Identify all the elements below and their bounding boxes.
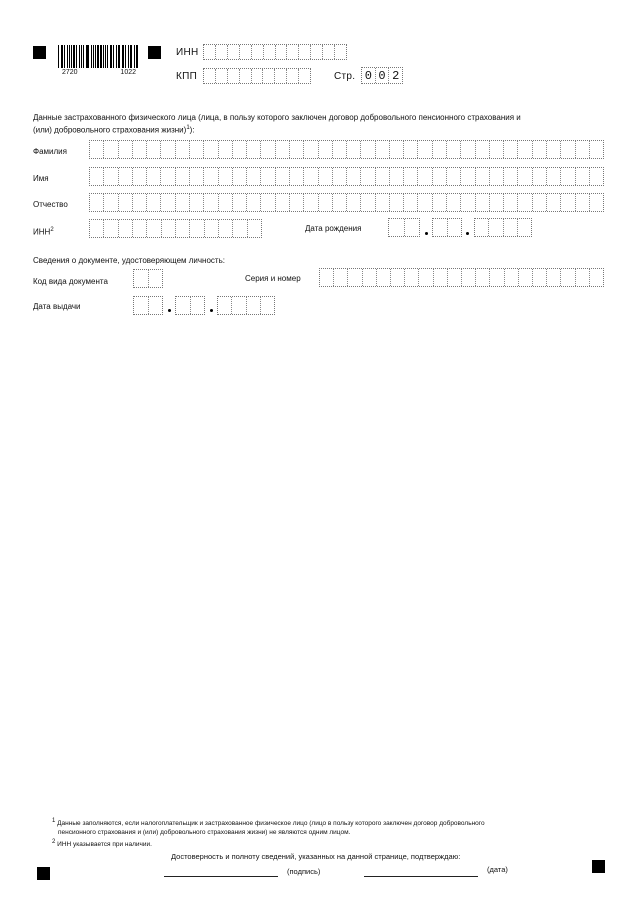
char-cell[interactable] bbox=[147, 194, 161, 211]
birthdate-day-field[interactable] bbox=[388, 218, 420, 237]
char-cell[interactable] bbox=[190, 194, 204, 211]
char-cell[interactable] bbox=[204, 194, 218, 211]
char-cell[interactable] bbox=[361, 141, 375, 158]
char-cell[interactable] bbox=[147, 168, 161, 185]
corner-marker-bottom-right bbox=[592, 860, 605, 873]
char-cell[interactable] bbox=[290, 194, 304, 211]
char-cell[interactable] bbox=[461, 168, 475, 185]
patronymic-field[interactable] bbox=[89, 193, 604, 212]
series-number-field[interactable] bbox=[319, 268, 604, 287]
char-cell[interactable] bbox=[447, 141, 461, 158]
char-cell[interactable] bbox=[261, 168, 275, 185]
issue-date-separator-dot bbox=[210, 309, 213, 312]
char-cell[interactable] bbox=[205, 220, 219, 237]
char-cell[interactable] bbox=[461, 194, 475, 211]
char-cell[interactable] bbox=[590, 269, 603, 286]
char-cell[interactable] bbox=[219, 194, 233, 211]
birthdate-separator-dot bbox=[425, 232, 428, 235]
char-cell[interactable] bbox=[504, 194, 518, 211]
signature-line[interactable] bbox=[164, 876, 278, 877]
issue-date-separator-dot bbox=[168, 309, 171, 312]
char-cell[interactable] bbox=[176, 194, 190, 211]
birthdate-label: Дата рождения bbox=[305, 224, 362, 233]
char-cell[interactable] bbox=[518, 168, 532, 185]
char-cell[interactable] bbox=[133, 141, 147, 158]
char-cell[interactable] bbox=[204, 141, 218, 158]
char-cell[interactable] bbox=[190, 220, 204, 237]
birthdate-year-field[interactable] bbox=[474, 218, 532, 237]
char-cell[interactable] bbox=[347, 141, 361, 158]
char-cell[interactable] bbox=[533, 168, 547, 185]
corner-marker-top-right bbox=[148, 46, 161, 59]
issue-month-field[interactable] bbox=[175, 296, 205, 315]
signature-caption: (подпись) bbox=[287, 867, 321, 876]
char-cell[interactable] bbox=[176, 141, 190, 158]
issue-year-field[interactable] bbox=[217, 296, 275, 315]
char-cell[interactable] bbox=[547, 194, 561, 211]
char-cell[interactable] bbox=[390, 141, 404, 158]
char-cell[interactable] bbox=[276, 194, 290, 211]
barcode-number-left: 2720 bbox=[62, 69, 78, 76]
char-cell[interactable] bbox=[147, 220, 161, 237]
insured-inn-label: ИНН$^2$ bbox=[33, 227, 54, 237]
char-cell[interactable] bbox=[590, 194, 603, 211]
char-cell[interactable] bbox=[304, 141, 318, 158]
char-cell[interactable] bbox=[261, 194, 275, 211]
page-digit-1: 0 bbox=[362, 68, 376, 83]
char-cell[interactable] bbox=[390, 194, 404, 211]
char-cell[interactable] bbox=[320, 269, 334, 286]
insured-section-title: Данные застрахованного физического лица (лица, в пользу которого заключен договор добровольного пенсионного страхования и bbox=[33, 113, 521, 122]
barcode-bars bbox=[58, 45, 140, 68]
char-cell[interactable] bbox=[176, 168, 190, 185]
char-cell[interactable] bbox=[576, 168, 590, 185]
char-cell[interactable] bbox=[504, 141, 518, 158]
char-cell[interactable] bbox=[561, 194, 575, 211]
char-cell[interactable] bbox=[348, 269, 362, 286]
char-cell[interactable] bbox=[133, 220, 147, 237]
footnote-1-continued: пенсионного страхования и (или) добровольного страхования жизни) не являются одним лицом. bbox=[58, 829, 351, 836]
char-cell[interactable] bbox=[90, 141, 104, 158]
date-caption: (дата) bbox=[487, 865, 508, 874]
char-cell[interactable] bbox=[418, 194, 432, 211]
header-kpp-label: КПП bbox=[176, 71, 198, 82]
birthdate-month-field[interactable] bbox=[432, 218, 462, 237]
char-cell[interactable] bbox=[519, 269, 533, 286]
char-cell[interactable] bbox=[233, 220, 247, 237]
char-cell[interactable] bbox=[391, 269, 405, 286]
char-cell[interactable] bbox=[161, 168, 175, 185]
char-cell[interactable] bbox=[104, 168, 118, 185]
date-line[interactable] bbox=[364, 876, 478, 877]
char-cell[interactable] bbox=[161, 141, 175, 158]
page-number-field bbox=[361, 67, 403, 84]
char-cell[interactable] bbox=[490, 141, 504, 158]
char-cell[interactable] bbox=[361, 194, 375, 211]
char-cell[interactable] bbox=[161, 194, 175, 211]
char-cell[interactable] bbox=[590, 141, 603, 158]
issue-date-label: Дата выдачи bbox=[33, 302, 81, 311]
char-cell[interactable] bbox=[376, 194, 390, 211]
char-cell[interactable] bbox=[363, 269, 377, 286]
char-cell[interactable] bbox=[476, 269, 490, 286]
insured-inn-field[interactable] bbox=[89, 219, 262, 238]
char-cell[interactable] bbox=[219, 141, 233, 158]
header-inn-label: ИНН bbox=[176, 47, 199, 58]
char-cell[interactable] bbox=[347, 194, 361, 211]
char-cell[interactable] bbox=[405, 269, 419, 286]
page-label: Стр. bbox=[334, 71, 356, 82]
char-cell[interactable] bbox=[561, 168, 575, 185]
char-cell[interactable] bbox=[590, 168, 603, 185]
char-cell[interactable] bbox=[247, 168, 261, 185]
char-cell[interactable] bbox=[276, 168, 290, 185]
char-cell[interactable] bbox=[490, 194, 504, 211]
char-cell[interactable] bbox=[377, 269, 391, 286]
char-cell[interactable] bbox=[447, 168, 461, 185]
char-cell[interactable] bbox=[219, 220, 233, 237]
char-cell[interactable] bbox=[434, 269, 448, 286]
document-section-title: Сведения о документе, удостоверяющем личность: bbox=[33, 256, 225, 265]
char-cell[interactable] bbox=[404, 194, 418, 211]
char-cell[interactable] bbox=[418, 141, 432, 158]
char-cell[interactable] bbox=[347, 168, 361, 185]
char-cell[interactable] bbox=[90, 168, 104, 185]
char-cell[interactable] bbox=[119, 194, 133, 211]
char-cell[interactable] bbox=[547, 269, 561, 286]
char-cell[interactable] bbox=[90, 220, 104, 237]
char-cell[interactable] bbox=[433, 194, 447, 211]
char-cell[interactable] bbox=[304, 168, 318, 185]
barcode-number-right: 1022 bbox=[120, 69, 136, 76]
surname-label: Фамилия bbox=[33, 147, 67, 156]
series-number-label: Серия и номер bbox=[245, 274, 301, 283]
char-cell[interactable] bbox=[162, 220, 176, 237]
confirmation-text: Достоверность и полноту сведений, указанных на данной странице, подтверждаю: bbox=[171, 852, 461, 861]
char-cell[interactable] bbox=[433, 168, 447, 185]
char-cell[interactable] bbox=[119, 141, 133, 158]
char-cell[interactable] bbox=[418, 168, 432, 185]
char-cell[interactable] bbox=[176, 220, 190, 237]
char-cell[interactable] bbox=[290, 168, 304, 185]
char-cell[interactable] bbox=[104, 141, 118, 158]
char-cell[interactable] bbox=[376, 168, 390, 185]
char-cell[interactable] bbox=[119, 168, 133, 185]
page-digit-2: 0 bbox=[376, 68, 390, 83]
char-cell[interactable] bbox=[504, 168, 518, 185]
char-cell[interactable] bbox=[304, 194, 318, 211]
char-cell[interactable] bbox=[505, 269, 519, 286]
char-cell[interactable] bbox=[561, 269, 575, 286]
char-cell[interactable] bbox=[333, 168, 347, 185]
barcode bbox=[58, 45, 140, 76]
char-cell[interactable] bbox=[518, 141, 532, 158]
char-cell[interactable] bbox=[461, 141, 475, 158]
name-field[interactable] bbox=[89, 167, 604, 186]
char-cell[interactable] bbox=[547, 141, 561, 158]
footnote-1: 1 Данные заполняются, если налогоплательщик и застрахованное физическое лицо (лицо в пользу которого заключен договор добровольного bbox=[52, 818, 485, 828]
char-cell[interactable] bbox=[404, 141, 418, 158]
char-cell[interactable] bbox=[119, 220, 133, 237]
char-cell[interactable] bbox=[433, 141, 447, 158]
char-cell[interactable] bbox=[533, 269, 547, 286]
char-cell[interactable] bbox=[319, 168, 333, 185]
char-cell[interactable] bbox=[233, 168, 247, 185]
char-cell[interactable] bbox=[390, 168, 404, 185]
char-cell[interactable] bbox=[90, 194, 104, 211]
char-cell[interactable] bbox=[319, 141, 333, 158]
char-cell[interactable] bbox=[361, 168, 375, 185]
char-cell[interactable] bbox=[448, 269, 462, 286]
char-cell[interactable] bbox=[204, 168, 218, 185]
surname-field[interactable] bbox=[89, 140, 604, 159]
issue-day-field[interactable] bbox=[133, 296, 163, 315]
char-cell[interactable] bbox=[476, 194, 490, 211]
char-cell[interactable] bbox=[419, 269, 433, 286]
char-cell[interactable] bbox=[333, 194, 347, 211]
char-cell[interactable] bbox=[576, 269, 590, 286]
insured-section-title-line2: (или) добровольного страхования жизни)$^1$): bbox=[33, 125, 195, 135]
char-cell[interactable] bbox=[247, 194, 261, 211]
char-cell[interactable] bbox=[233, 194, 247, 211]
birthdate-separator-dot bbox=[466, 232, 469, 235]
char-cell[interactable] bbox=[133, 168, 147, 185]
header-inn-field[interactable] bbox=[203, 44, 347, 60]
char-cell[interactable] bbox=[276, 141, 290, 158]
char-cell[interactable] bbox=[190, 168, 204, 185]
char-cell[interactable] bbox=[104, 194, 118, 211]
char-cell[interactable] bbox=[576, 194, 590, 211]
name-label: Имя bbox=[33, 174, 49, 183]
header-kpp-field[interactable] bbox=[203, 68, 311, 84]
char-cell[interactable] bbox=[247, 141, 261, 158]
doc-code-label: Код вида документа bbox=[33, 277, 108, 286]
char-cell[interactable] bbox=[476, 141, 490, 158]
char-cell[interactable] bbox=[533, 141, 547, 158]
page-digit-3: 2 bbox=[392, 68, 400, 83]
char-cell[interactable] bbox=[190, 141, 204, 158]
char-cell[interactable] bbox=[561, 141, 575, 158]
char-cell[interactable] bbox=[476, 168, 490, 185]
char-cell[interactable] bbox=[533, 194, 547, 211]
char-cell[interactable] bbox=[104, 220, 118, 237]
char-cell[interactable] bbox=[248, 220, 261, 237]
char-cell[interactable] bbox=[233, 141, 247, 158]
doc-code-field[interactable] bbox=[133, 269, 163, 288]
char-cell[interactable] bbox=[290, 141, 304, 158]
char-cell[interactable] bbox=[547, 168, 561, 185]
char-cell[interactable] bbox=[447, 194, 461, 211]
char-cell[interactable] bbox=[133, 194, 147, 211]
char-cell[interactable] bbox=[576, 141, 590, 158]
char-cell[interactable] bbox=[319, 194, 333, 211]
char-cell[interactable] bbox=[376, 141, 390, 158]
char-cell[interactable] bbox=[490, 269, 504, 286]
char-cell[interactable] bbox=[261, 141, 275, 158]
char-cell[interactable] bbox=[334, 269, 348, 286]
char-cell[interactable] bbox=[147, 141, 161, 158]
char-cell[interactable] bbox=[404, 168, 418, 185]
char-cell[interactable] bbox=[518, 194, 532, 211]
patronymic-label: Отчество bbox=[33, 200, 68, 209]
char-cell[interactable] bbox=[462, 269, 476, 286]
corner-marker-top-left bbox=[33, 46, 46, 59]
footnote-2: 2 ИНН указывается при наличии. bbox=[52, 839, 152, 849]
char-cell[interactable] bbox=[490, 168, 504, 185]
char-cell[interactable] bbox=[333, 141, 347, 158]
char-cell[interactable] bbox=[219, 168, 233, 185]
corner-marker-bottom-left bbox=[37, 867, 50, 880]
